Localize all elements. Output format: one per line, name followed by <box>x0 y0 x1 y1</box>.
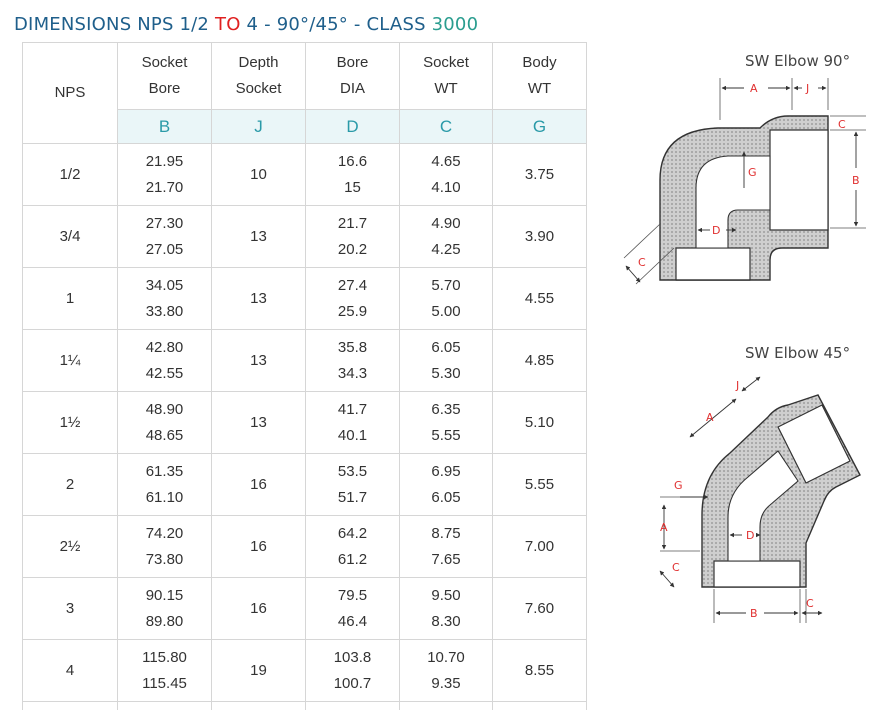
column-letter-b: B <box>118 110 212 144</box>
header-row <box>23 43 587 110</box>
page-title <box>14 14 478 35</box>
socket-wt-cell: 8.75 7.65 <box>400 516 493 578</box>
elbow-90-label-a: A <box>750 82 758 95</box>
depth-socket-cell: 13 <box>212 330 306 392</box>
bore-dia-cell: 35.8 34.3 <box>306 330 400 392</box>
elbow-90-label-c-top: C <box>838 118 846 131</box>
elbow-45-label-d: D <box>746 529 754 542</box>
socket-wt-cell: 10.70 9.35 <box>400 640 493 702</box>
nps-header: NPS <box>23 43 118 144</box>
bore-dia-cell: 21.7 20.2 <box>306 206 400 268</box>
socket-wt-cell: 9.50 8.30 <box>400 578 493 640</box>
bore-dia-cell: 41.7 40.1 <box>306 392 400 454</box>
socket-bore-cell: 61.35 61.10 <box>118 454 212 516</box>
socket-bore-cell: 48.90 48.65 <box>118 392 212 454</box>
table-row <box>23 516 587 578</box>
elbow-45-label-c-left: C <box>672 561 680 574</box>
table-tail-row <box>23 702 587 710</box>
socket-bore-cell: 90.15 89.80 <box>118 578 212 640</box>
bore-dia-cell: 103.8 100.7 <box>306 640 400 702</box>
elbow-45-label-b: B <box>750 607 758 620</box>
nps-cell: 1 <box>23 268 118 330</box>
body-wt-cell: 4.55 <box>493 268 587 330</box>
body-wt-cell: 7.00 <box>493 516 587 578</box>
elbow-45-caption: SW Elbow 45° <box>745 344 850 362</box>
depth-socket-cell: 13 <box>212 392 306 454</box>
title-class-value: 3000 <box>432 14 479 35</box>
body-wt-cell: 3.90 <box>493 206 587 268</box>
depth-socket-cell: 13 <box>212 268 306 330</box>
socket-bore-cell: 34.05 33.80 <box>118 268 212 330</box>
elbow-45-diagram <box>610 365 880 635</box>
column-letter-j: J <box>212 110 306 144</box>
title-part-to: TO <box>215 14 241 35</box>
nps-cell: 4 <box>23 640 118 702</box>
elbow-45-label-c-right: C <box>806 597 814 610</box>
socket-bore-cell: 21.95 21.70 <box>118 144 212 206</box>
body-wt-cell: 7.60 <box>493 578 587 640</box>
socket-wt-cell: 6.05 5.30 <box>400 330 493 392</box>
nps-cell: 1½ <box>23 392 118 454</box>
elbow-45-body <box>702 395 860 587</box>
nps-cell: 1/2 <box>23 144 118 206</box>
body-wt-cell: 4.85 <box>493 330 587 392</box>
depth-socket-cell: 10 <box>212 144 306 206</box>
table-row <box>23 268 587 330</box>
column-header-bore-dia: Bore DIA <box>306 43 400 110</box>
nps-cell: 2 <box>23 454 118 516</box>
elbow-90-label-c-side: C <box>638 256 646 269</box>
table-row <box>23 206 587 268</box>
socket-bore-cell: 74.20 73.80 <box>118 516 212 578</box>
table-row <box>23 640 587 702</box>
elbow-90-label-j: J <box>805 82 809 95</box>
nps-cell: 3 <box>23 578 118 640</box>
body-wt-cell: 5.10 <box>493 392 587 454</box>
bore-dia-cell: 53.5 51.7 <box>306 454 400 516</box>
elbow-45-label-a-top: A <box>706 411 714 424</box>
body-wt-cell: 3.75 <box>493 144 587 206</box>
depth-socket-cell: 16 <box>212 454 306 516</box>
socket-bore-cell: 42.80 42.55 <box>118 330 212 392</box>
socket-wt-cell: 6.35 5.55 <box>400 392 493 454</box>
socket-wt-cell: 4.90 4.25 <box>400 206 493 268</box>
socket-wt-cell: 4.65 4.10 <box>400 144 493 206</box>
socket-bore-cell: 27.30 27.05 <box>118 206 212 268</box>
dimensions-table <box>22 42 587 710</box>
column-header-socket-wt: Socket WT <box>400 43 493 110</box>
depth-socket-cell: 13 <box>212 206 306 268</box>
column-header-body-wt: Body WT <box>493 43 587 110</box>
elbow-90-body <box>660 116 828 280</box>
socket-bore-cell: 115.80 115.45 <box>118 640 212 702</box>
elbow-45-label-g: G <box>674 479 683 492</box>
depth-socket-cell: 19 <box>212 640 306 702</box>
nps-cell: 2½ <box>23 516 118 578</box>
column-letter-g: G <box>493 110 587 144</box>
table-row <box>23 392 587 454</box>
column-header-depth-socket: Depth Socket <box>212 43 306 110</box>
table-row <box>23 454 587 516</box>
elbow-90-label-g: G <box>748 166 757 179</box>
depth-socket-cell: 16 <box>212 578 306 640</box>
body-wt-cell: 8.55 <box>493 640 587 702</box>
nps-cell: 3/4 <box>23 206 118 268</box>
column-letter-d: D <box>306 110 400 144</box>
title-part-1: DIMENSIONS NPS 1/2 <box>14 14 215 35</box>
elbow-90-diagram <box>610 70 880 310</box>
bore-dia-cell: 16.6 15 <box>306 144 400 206</box>
table-row <box>23 144 587 206</box>
elbow-45-label-j: J <box>735 379 739 392</box>
bore-dia-cell: 27.4 25.9 <box>306 268 400 330</box>
depth-socket-cell: 16 <box>212 516 306 578</box>
column-header-socket-bore: Socket Bore <box>118 43 212 110</box>
elbow-90-label-b: B <box>852 174 860 187</box>
bore-dia-cell: 79.5 46.4 <box>306 578 400 640</box>
elbow-90-caption: SW Elbow 90° <box>745 52 850 70</box>
body-wt-cell: 5.55 <box>493 454 587 516</box>
socket-wt-cell: 6.95 6.05 <box>400 454 493 516</box>
socket-wt-cell: 5.70 5.00 <box>400 268 493 330</box>
elbow-90-label-d: D <box>712 224 720 237</box>
elbow-45-label-a-side: A <box>660 521 668 534</box>
nps-cell: 1¼ <box>23 330 118 392</box>
title-part-3: 4 - 90°/45° - CLASS <box>241 14 432 35</box>
table-row <box>23 578 587 640</box>
column-letter-c: C <box>400 110 493 144</box>
table-row <box>23 330 587 392</box>
bore-dia-cell: 64.2 61.2 <box>306 516 400 578</box>
